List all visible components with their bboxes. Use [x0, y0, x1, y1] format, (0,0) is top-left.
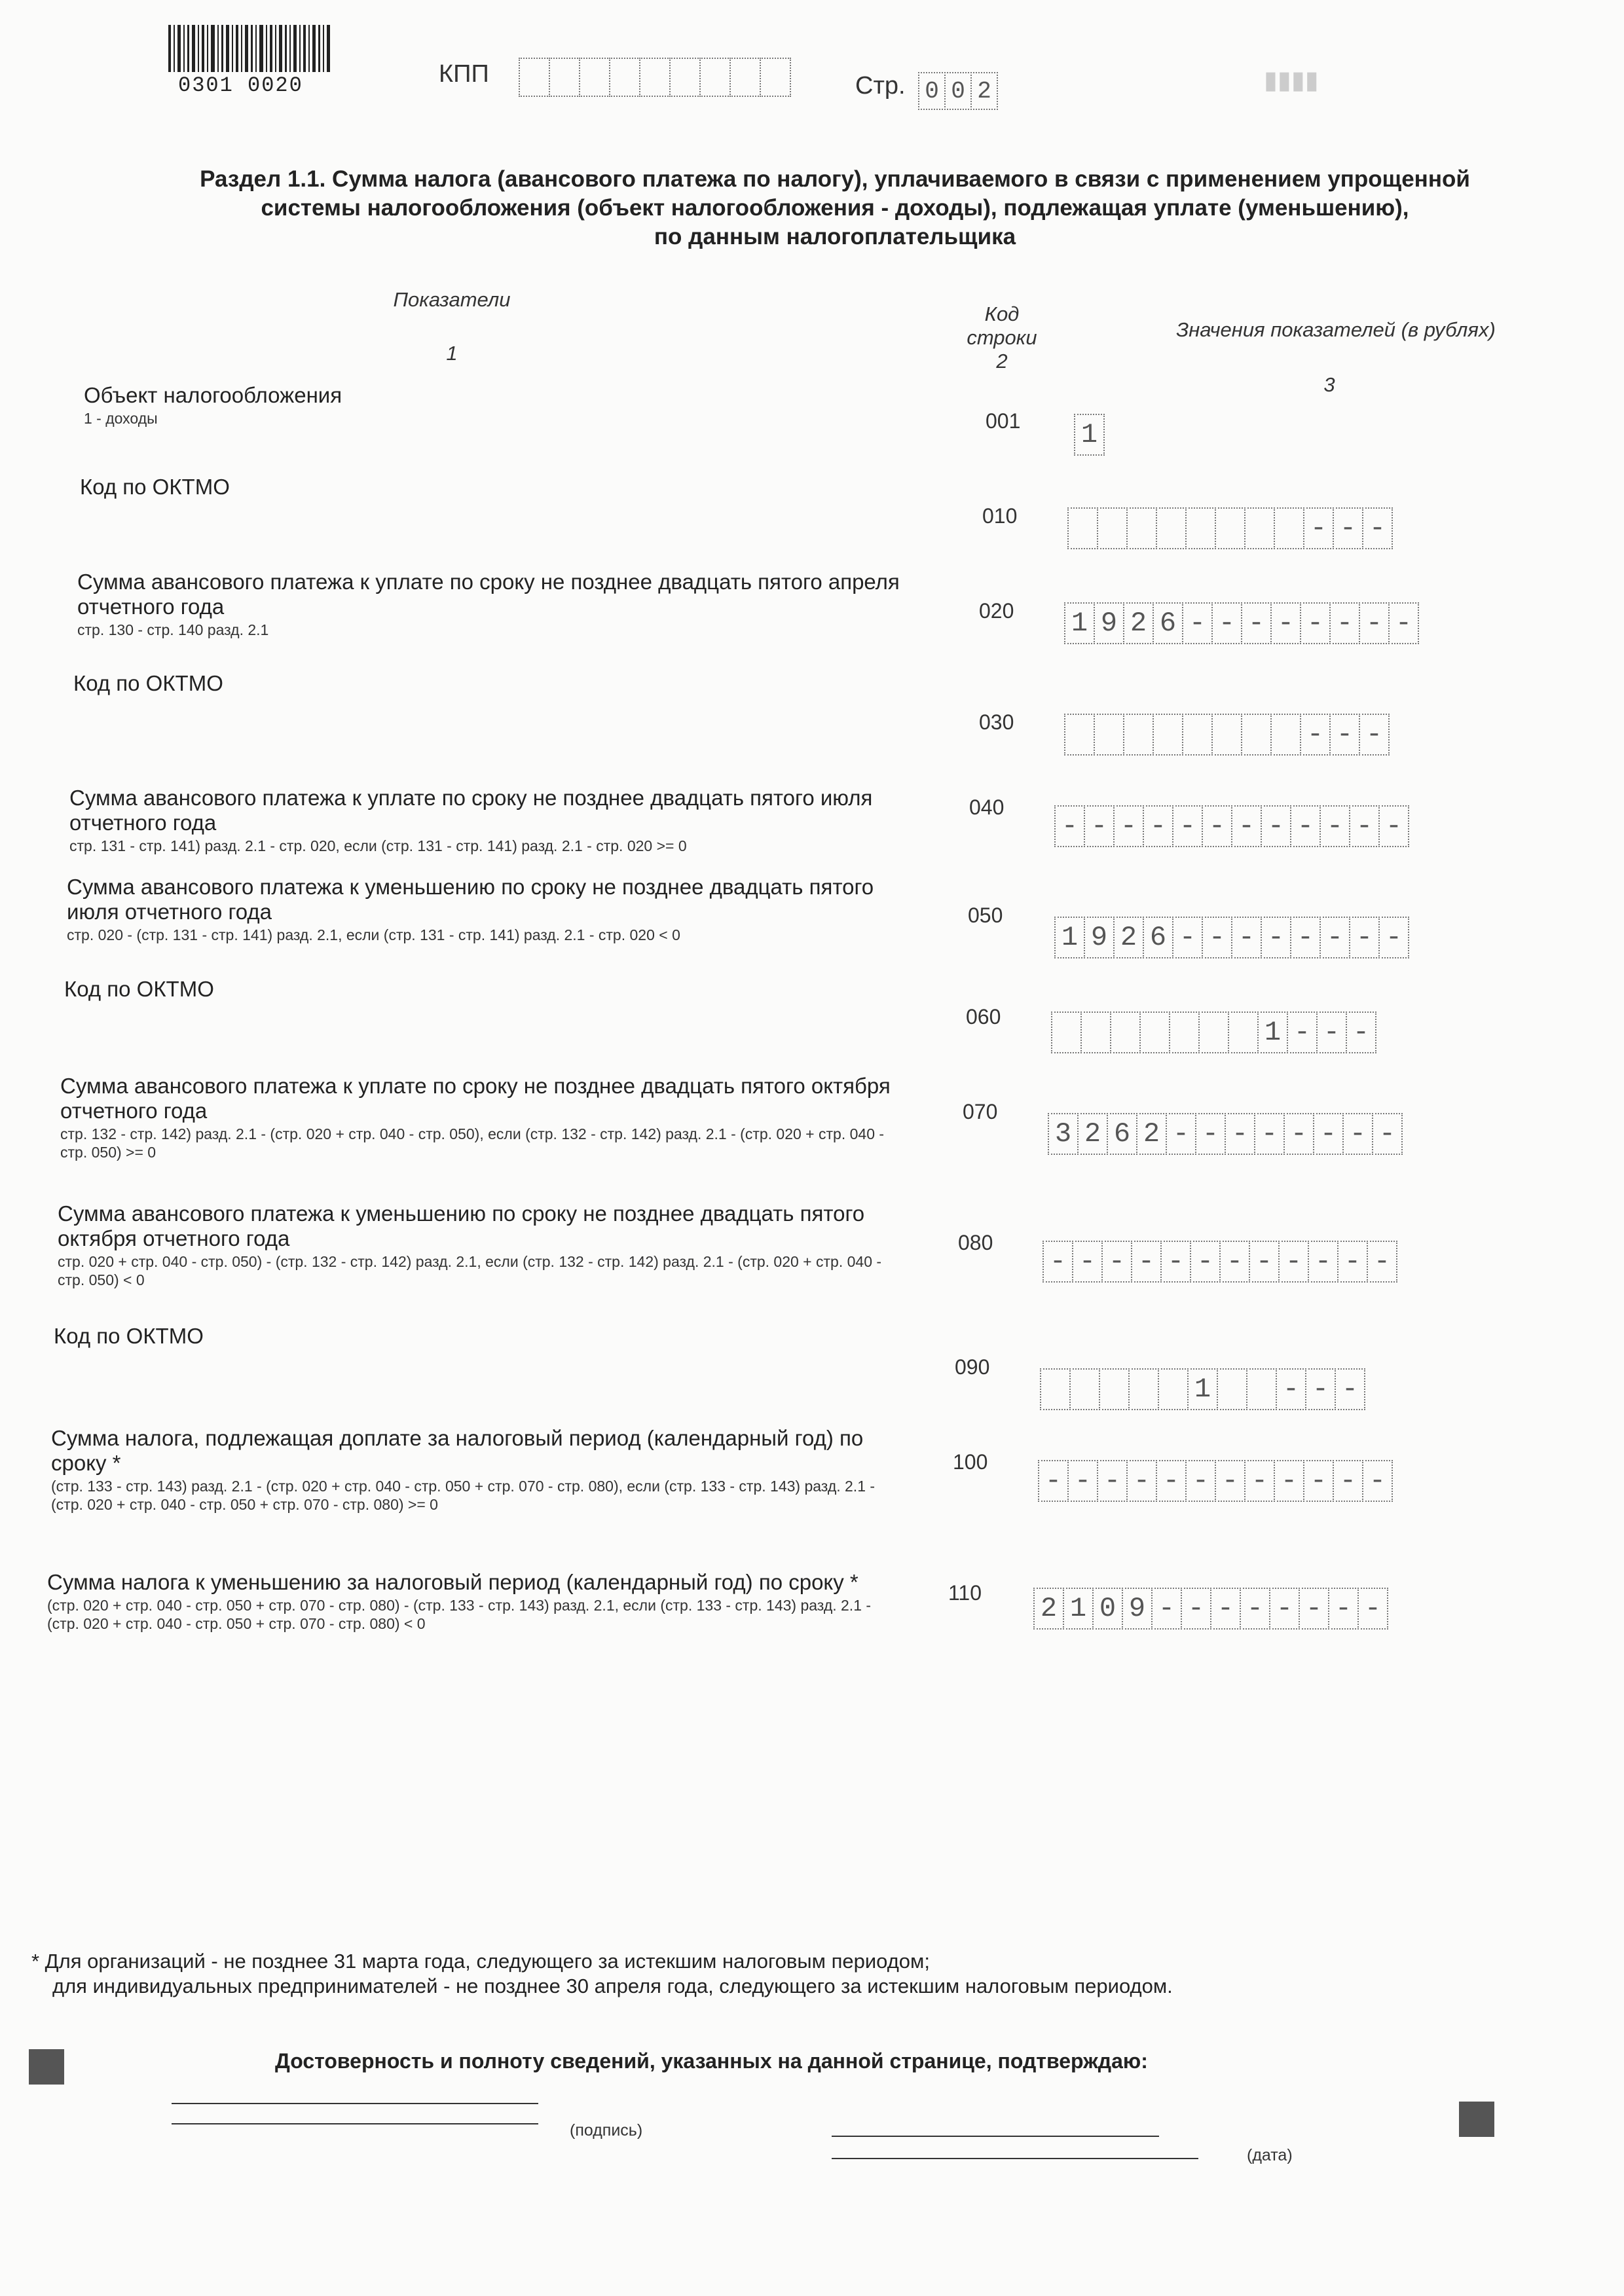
- value-cell: -: [1166, 1113, 1196, 1155]
- section-title-line2: системы налогообложения (объект налогообложения - доходы), подлежащая уплате (уменьшению),: [261, 195, 1409, 221]
- value-cell: [1182, 714, 1213, 756]
- indicator-row-label: [60, 1074, 892, 1161]
- section-title-line1: Раздел 1.1. Сумма налога (авансового платежа по налогу), уплачиваемого в связи с применением упрощенной: [200, 166, 1470, 192]
- alignment-marker-left: [29, 2049, 64, 2085]
- column-header-code-line2: строки: [967, 326, 1037, 349]
- column-header-values: Значения показателей (в рублях): [1176, 318, 1496, 341]
- section-title-line3: по данным налогоплательщика: [654, 224, 1016, 249]
- indicator-title: Сумма авансового платежа к уменьшению по сроку не позднее двадцать пятого июля отчетного года: [67, 875, 874, 924]
- value-cell: -: [1300, 602, 1331, 644]
- kpp-cell: [519, 58, 550, 97]
- page-label: Стр.: [855, 72, 906, 100]
- value-field-110[interactable]: [1033, 1588, 1387, 1630]
- value-cell: 2: [1136, 1113, 1167, 1155]
- value-cell: -: [1276, 1368, 1306, 1410]
- value-cell: -: [1357, 1588, 1388, 1630]
- signature-line-upper: [172, 2103, 538, 2104]
- value-cell: [1128, 1368, 1159, 1410]
- line-code: 030: [979, 710, 1014, 734]
- value-cell: -: [1172, 805, 1203, 847]
- value-cell: [1051, 1011, 1082, 1053]
- date-caption: (дата): [1247, 2146, 1293, 2164]
- value-cell: -: [1043, 1241, 1073, 1283]
- value-cell: -: [1101, 1241, 1132, 1283]
- value-cell: -: [1195, 1113, 1226, 1155]
- value-cell: [1069, 1368, 1100, 1410]
- indicator-row-label: [80, 475, 447, 500]
- bleed-through-mark: ▮▮▮▮: [1264, 67, 1319, 94]
- value-cell: -: [1305, 1368, 1336, 1410]
- value-field-090[interactable]: [1040, 1368, 1364, 1410]
- value-cell: [1067, 507, 1098, 549]
- value-cell: 1: [1257, 1011, 1288, 1053]
- value-cell: -: [1231, 917, 1262, 958]
- value-cell: 9: [1122, 1588, 1153, 1630]
- indicator-title: Код по ОКТМО: [54, 1324, 204, 1348]
- value-cell: [1158, 1368, 1189, 1410]
- value-cell: -: [1143, 805, 1173, 847]
- value-cell: [1185, 507, 1216, 549]
- value-cell: -: [1131, 1241, 1162, 1283]
- value-cell: -: [1278, 1241, 1309, 1283]
- value-cell: -: [1372, 1113, 1403, 1155]
- line-code: 020: [979, 599, 1014, 623]
- value-cell: -: [1241, 602, 1272, 644]
- value-field-010[interactable]: [1067, 507, 1392, 549]
- value-cell: 9: [1094, 602, 1124, 644]
- value-cell: -: [1337, 1241, 1368, 1283]
- line-code: 001: [986, 409, 1021, 433]
- value-cell: -: [1270, 602, 1301, 644]
- value-cell: 1: [1063, 1588, 1094, 1630]
- value-cell: [1139, 1011, 1170, 1053]
- value-cell: -: [1328, 1588, 1359, 1630]
- page-number-field[interactable]: [918, 72, 997, 110]
- indicator-formula: стр. 020 - (стр. 131 - стр. 141) разд. 2.1, если (стр. 131 - стр. 141) разд. 2.1 - стр. 020 < 0: [67, 926, 680, 943]
- date-line-upper: [832, 2136, 1159, 2137]
- page-number-cell: 0: [944, 72, 972, 110]
- value-cell: -: [1320, 917, 1350, 958]
- indicator-row-label: [77, 570, 929, 639]
- value-cell: -: [1084, 805, 1115, 847]
- value-cell: -: [1113, 805, 1144, 847]
- value-cell: [1040, 1368, 1071, 1410]
- value-field-040[interactable]: [1054, 805, 1408, 847]
- column-header-code-line1: Код: [984, 302, 1020, 325]
- value-cell: -: [1244, 1460, 1275, 1502]
- indicator-title: Сумма авансового платежа к уплате по сроку не позднее двадцать пятого октября отчетного года: [60, 1074, 891, 1123]
- indicator-title: Сумма авансового платежа к уплате по сроку не позднее двадцать пятого июля отчетного года: [69, 786, 873, 835]
- indicator-row-label: [54, 1324, 420, 1349]
- value-field-001[interactable]: [1074, 414, 1103, 456]
- value-cell: [1099, 1368, 1130, 1410]
- indicator-title: Код по ОКТМО: [73, 671, 223, 695]
- value-cell: [1274, 507, 1304, 549]
- indicator-formula: стр. 132 - стр. 142) разд. 2.1 - (стр. 020 + стр. 040 - стр. 050), если (стр. 132 - стр. 142) разд. 2.1 - (стр. 020 + стр. 040 - стр. 050) >= 0: [60, 1125, 885, 1161]
- value-cell: -: [1054, 805, 1085, 847]
- value-field-070[interactable]: [1048, 1113, 1401, 1155]
- value-cell: -: [1283, 1113, 1314, 1155]
- value-cell: -: [1254, 1113, 1285, 1155]
- line-code: 110: [948, 1581, 982, 1605]
- value-cell: -: [1097, 1460, 1128, 1502]
- column-header-values-number: 3: [1323, 373, 1335, 396]
- indicator-title: Сумма налога к уменьшению за налоговый период (календарный год) по сроку *: [47, 1570, 858, 1594]
- value-cell: [1169, 1011, 1200, 1053]
- value-cell: -: [1362, 507, 1393, 549]
- line-code: 100: [953, 1450, 988, 1474]
- value-cell: 1: [1187, 1368, 1218, 1410]
- value-cell: 6: [1143, 917, 1173, 958]
- value-cell: [1270, 714, 1301, 756]
- value-cell: [1246, 1368, 1277, 1410]
- value-cell: [1244, 507, 1275, 549]
- barcode-digits: 0301 0020: [178, 73, 303, 98]
- value-cell: -: [1362, 1460, 1393, 1502]
- value-cell: -: [1342, 1113, 1373, 1155]
- value-cell: -: [1240, 1588, 1270, 1630]
- line-code: 070: [963, 1100, 998, 1123]
- indicator-formula: 1 - доходы: [84, 410, 158, 427]
- value-cell: -: [1290, 805, 1321, 847]
- value-cell: 6: [1107, 1113, 1137, 1155]
- value-cell: [1241, 714, 1272, 756]
- line-code: 010: [982, 504, 1018, 528]
- value-field-050[interactable]: [1054, 917, 1408, 958]
- indicator-title: Сумма налога, подлежащая доплате за налоговый период (календарный год) по сроку *: [51, 1426, 864, 1475]
- kpp-cell: [639, 58, 671, 97]
- value-cell: [1228, 1011, 1259, 1053]
- value-cell: [1153, 714, 1183, 756]
- indicator-row-label: [69, 786, 908, 855]
- kpp-cell: [729, 58, 761, 97]
- page-number-cell: 0: [918, 72, 946, 110]
- indicator-title: Сумма авансового платежа к уплате по сроку не позднее двадцать пятого апреля отчетного года: [77, 570, 900, 619]
- value-cell: 2: [1113, 917, 1144, 958]
- value-cell: 1: [1054, 917, 1085, 958]
- column-header-code: [943, 302, 1061, 373]
- value-cell: -: [1202, 917, 1232, 958]
- value-cell: -: [1126, 1460, 1157, 1502]
- value-cell: [1156, 507, 1187, 549]
- value-field-100[interactable]: [1038, 1460, 1392, 1502]
- value-cell: -: [1202, 805, 1232, 847]
- value-cell: -: [1172, 917, 1203, 958]
- indicator-formula: (стр. 020 + стр. 040 - стр. 050 + стр. 070 - стр. 080) - (стр. 133 - стр. 143) разд. 2.1, если (стр. 133 - стр. 143) разд. 2.1 - (стр. 020 + стр. 040 - стр. 050 + стр. 070 - стр. 080) < 0: [47, 1597, 872, 1632]
- value-cell: -: [1349, 917, 1380, 958]
- value-cell: -: [1313, 1113, 1344, 1155]
- value-cell: -: [1038, 1460, 1069, 1502]
- value-cell: 2: [1123, 602, 1154, 644]
- value-cell: 1: [1074, 414, 1105, 456]
- value-cell: -: [1367, 1241, 1397, 1283]
- value-cell: -: [1287, 1011, 1318, 1053]
- barcode: [167, 25, 337, 79]
- line-code: 080: [958, 1231, 993, 1254]
- value-cell: -: [1190, 1241, 1221, 1283]
- kpp-field[interactable]: [519, 58, 790, 97]
- value-cell: -: [1378, 917, 1409, 958]
- column-header-code-number: 2: [996, 350, 1008, 373]
- footnote: [31, 1949, 1407, 1999]
- alignment-marker-right: [1459, 2102, 1494, 2137]
- kpp-cell: [699, 58, 731, 97]
- indicator-row-label: [51, 1426, 902, 1514]
- value-cell: [1097, 507, 1128, 549]
- value-cell: -: [1210, 1588, 1241, 1630]
- value-cell: -: [1269, 1588, 1300, 1630]
- value-cell: -: [1346, 1011, 1376, 1053]
- value-cell: -: [1182, 602, 1213, 644]
- page-number-cell: 2: [970, 72, 998, 110]
- value-cell: -: [1225, 1113, 1255, 1155]
- value-cell: [1123, 714, 1154, 756]
- indicator-row-label: [64, 977, 431, 1002]
- value-field-030[interactable]: [1064, 714, 1388, 756]
- value-cell: -: [1320, 805, 1350, 847]
- value-cell: -: [1067, 1460, 1098, 1502]
- value-cell: [1198, 1011, 1229, 1053]
- value-cell: 2: [1077, 1113, 1108, 1155]
- value-cell: -: [1329, 602, 1360, 644]
- value-cell: -: [1299, 1588, 1329, 1630]
- kpp-label: КПП: [439, 60, 489, 88]
- line-code: 060: [966, 1005, 1001, 1029]
- indicator-title: Код по ОКТМО: [80, 475, 230, 499]
- indicator-row-label: [67, 875, 885, 944]
- value-cell: -: [1308, 1241, 1338, 1283]
- value-cell: -: [1219, 1241, 1250, 1283]
- value-cell: 2: [1033, 1588, 1064, 1630]
- line-code: 040: [969, 795, 1005, 819]
- footnote-line2: для индивидуальных предпринимателей - не позднее 30 апреля года, следующего за истекшим налоговым периодом.: [52, 1975, 1173, 1997]
- indicator-formula: стр. 020 + стр. 040 - стр. 050) - (стр. 132 - стр. 142) разд. 2.1, если (стр. 132 - стр. 142) разд. 2.1 - (стр. 020 + стр. 040 - стр. 050) < 0: [58, 1253, 882, 1288]
- indicator-row-label: [58, 1201, 883, 1289]
- indicator-title: Сумма авансового платежа к уменьшению по сроку не позднее двадцать пятого октября отчетного года: [58, 1201, 865, 1250]
- line-code: 050: [968, 903, 1003, 927]
- value-field-060[interactable]: [1051, 1011, 1375, 1053]
- kpp-cell: [669, 58, 701, 97]
- value-cell: [1110, 1011, 1141, 1053]
- value-cell: -: [1359, 602, 1390, 644]
- value-cell: [1215, 507, 1246, 549]
- value-cell: -: [1300, 714, 1331, 756]
- value-cell: -: [1316, 1011, 1347, 1053]
- line-code: 090: [955, 1355, 990, 1379]
- indicator-title: Объект налогообложения: [84, 383, 342, 407]
- value-cell: [1094, 714, 1124, 756]
- value-cell: -: [1333, 1460, 1363, 1502]
- indicator-row-label: [84, 383, 451, 428]
- value-cell: -: [1156, 1460, 1187, 1502]
- value-cell: -: [1290, 917, 1321, 958]
- kpp-cell: [760, 58, 791, 97]
- signature-line[interactable]: [172, 2123, 538, 2124]
- kpp-cell: [579, 58, 610, 97]
- value-field-080[interactable]: [1043, 1241, 1396, 1283]
- signature-caption: (подпись): [570, 2121, 643, 2140]
- value-cell: 1: [1064, 602, 1095, 644]
- value-cell: -: [1303, 507, 1334, 549]
- value-cell: -: [1231, 805, 1262, 847]
- value-cell: -: [1303, 1460, 1334, 1502]
- value-cell: -: [1349, 805, 1380, 847]
- value-cell: -: [1261, 917, 1291, 958]
- value-cell: [1080, 1011, 1111, 1053]
- value-cell: -: [1211, 602, 1242, 644]
- footnote-line1: * Для организаций - не позднее 31 марта года, следующего за истекшим налоговым периодом;: [31, 1950, 930, 1973]
- column-header-indicators-number: 1: [446, 342, 458, 365]
- kpp-cell: [609, 58, 640, 97]
- confirmation-text: Достоверность и полноту сведений, указанных на данной странице, подтверждаю:: [275, 2049, 1148, 2073]
- indicator-formula: стр. 130 - стр. 140 разд. 2.1: [77, 621, 269, 638]
- date-line[interactable]: [832, 2158, 1198, 2159]
- value-cell: -: [1335, 1368, 1365, 1410]
- value-cell: -: [1181, 1588, 1211, 1630]
- value-cell: -: [1329, 714, 1360, 756]
- indicator-formula: (стр. 133 - стр. 143) разд. 2.1 - (стр. 020 + стр. 040 - стр. 050 + стр. 070 - стр. 080), если (стр. 133 - стр. 143) разд. 2.1 - (стр. 020 + стр. 040 - стр. 050 + стр. 070 - стр. 080) >= 0: [51, 1478, 876, 1513]
- value-cell: 3: [1048, 1113, 1079, 1155]
- value-cell: -: [1261, 805, 1291, 847]
- value-cell: -: [1160, 1241, 1191, 1283]
- section-title: [105, 165, 1565, 251]
- value-cell: [1126, 507, 1157, 549]
- value-cell: 0: [1092, 1588, 1123, 1630]
- value-cell: -: [1249, 1241, 1280, 1283]
- value-cell: -: [1359, 714, 1390, 756]
- value-cell: [1064, 714, 1095, 756]
- value-cell: -: [1072, 1241, 1103, 1283]
- indicator-formula: стр. 131 - стр. 141) разд. 2.1 - стр. 020, если (стр. 131 - стр. 141) разд. 2.1 - стр. 020 >= 0: [69, 837, 687, 854]
- value-cell: [1211, 714, 1242, 756]
- value-cell: -: [1151, 1588, 1182, 1630]
- value-cell: -: [1185, 1460, 1216, 1502]
- value-field-020[interactable]: [1064, 602, 1418, 644]
- value-cell: -: [1274, 1460, 1304, 1502]
- value-cell: 6: [1153, 602, 1183, 644]
- indicator-row-label: [73, 671, 440, 696]
- column-header-indicators: Показатели: [393, 288, 511, 311]
- value-cell: -: [1333, 507, 1363, 549]
- value-cell: 9: [1084, 917, 1115, 958]
- value-cell: -: [1215, 1460, 1246, 1502]
- value-cell: -: [1388, 602, 1419, 644]
- kpp-cell: [549, 58, 580, 97]
- indicator-title: Код по ОКТМО: [64, 977, 214, 1001]
- value-cell: [1217, 1368, 1247, 1410]
- indicator-row-label: [47, 1570, 892, 1633]
- value-cell: -: [1378, 805, 1409, 847]
